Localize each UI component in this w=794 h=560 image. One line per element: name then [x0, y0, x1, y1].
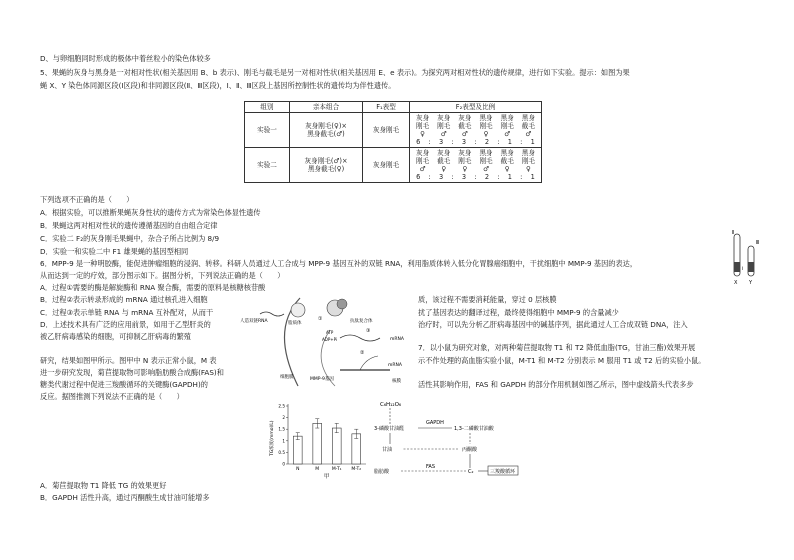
xy-chromosome-figure	[724, 226, 774, 288]
step-2: ②	[360, 350, 365, 356]
q6-option-b: B．过程②表示转录形成的 mRNA 通过核孔进入细胞	[40, 295, 208, 304]
chart-ylabel: TG浓度(mmol/L)	[270, 420, 275, 456]
table-header-row	[245, 102, 542, 113]
header-f1: F₁表型	[363, 102, 410, 113]
parents-cell	[290, 113, 363, 148]
label-nuclear-membrane: 核膜	[392, 379, 401, 384]
label-complex: 抗肽复合体	[350, 319, 373, 324]
f2-label: 灰身	[415, 114, 430, 122]
q6-option-a: A．过程①需要的酶是解旋酶和 RNA 聚合酶，需要的原料是核糖核苷酸	[40, 283, 266, 292]
f2-label: 刚毛	[415, 157, 430, 165]
ratio-part: :	[474, 138, 477, 146]
question-5-prompt: 下列选项不正确的是（ ）	[40, 195, 134, 204]
question-7-stem: 7．以小鼠为研究对象，对两种菊苣提取物 T1 和 T2 降低血脂(TG，甘油三酯)效果开展	[418, 343, 696, 352]
f2-label: 刚毛	[458, 157, 472, 165]
ratio-part: 1	[507, 138, 512, 146]
ratio-part: :	[451, 173, 454, 181]
tg-bar-chart	[266, 398, 372, 482]
label-region-ii: Ⅱ	[732, 230, 735, 236]
node-c2: C₂	[468, 469, 474, 475]
label-x: X	[734, 280, 738, 286]
question-7-line-b-cont: 示不作处理的高血脂实验小鼠，M-T1 和 M-T2 分别表示 M 服用 T1 或 T2 后的实验小鼠。	[418, 356, 706, 365]
q5-option-a: A．根据实验，可以推断果蝇灰身性状的遗传方式为常染色体显性遗传	[40, 208, 261, 217]
q6-option-b-cont: 质，该过程不需要消耗能量，穿过 0 层核膜	[418, 295, 557, 304]
label-cell-membrane: 细胞膜	[280, 375, 294, 380]
q6-option-d-tail: 被乙肝病毒感染的细胞，可抑制乙肝病毒的繁殖	[40, 332, 191, 341]
x-homologous-segment	[734, 262, 740, 272]
q5-option-d: D．实验一和实验二中 F1 雄果蝇的基因型相同	[40, 247, 189, 256]
x-tick-label: N	[296, 467, 300, 472]
genetics-table	[244, 101, 542, 183]
q7-option-a: A．菊苣提取物 T1 降低 TG 的效果更好	[40, 481, 167, 490]
node-pyruvate: 丙酮酸	[462, 447, 478, 453]
f2-sex: ♀	[483, 130, 489, 138]
question-7-line-d: 糖类代谢过程中促进三羧酸循环的关键酶(GAPDH)的	[40, 380, 208, 389]
label-dsrna: 人造双链RNA	[240, 319, 268, 324]
step-3: ③	[366, 328, 371, 334]
ratio-part: :	[451, 138, 454, 146]
question-6-stem: 6．MPP-9 是一种明胶酶，能促进肿瘤细胞的浸润、转移。科研人员通过人工合成与 MPP-9 基因互补的双链 RNA，利用脂质体转入低分化胃腺癌细胞中，干扰细胞中 MMP-9 基因的表达，	[40, 259, 638, 268]
y-tick-label: 2	[282, 415, 285, 421]
rnai-cell-diagram	[240, 290, 418, 388]
label-mrna-1: mRNA	[390, 337, 404, 342]
ratio-part: 2	[484, 173, 490, 181]
option-d-prev: D、与卵细胞同时形成的极体中着丝粒小的染色体较多	[40, 54, 211, 63]
f1-cell: 灰身刚毛	[363, 113, 410, 148]
header-parents: 亲本组合	[290, 102, 363, 113]
f2-cell	[410, 148, 542, 183]
ratio-part: :	[428, 173, 431, 181]
mrna-strand	[340, 335, 380, 341]
y-tick-label: 0	[282, 461, 285, 467]
f2-label: 黑身	[521, 114, 535, 122]
label-y: Y	[749, 280, 753, 286]
q5-option-c: C．实验二 F₂的灰身刚毛果蝇中，杂合子所占比例为 8/9	[40, 234, 220, 243]
q6-option-c-cont: 扰了基因表达的翻译过程，最终使得细胞中 MMP-9 的含量减少	[418, 308, 619, 317]
header-group: 组别	[245, 102, 290, 113]
label-liposome: 脂质体	[288, 321, 302, 326]
bar	[293, 436, 302, 464]
dsrna-icon	[260, 312, 284, 316]
f2-sex: ♀	[441, 165, 447, 173]
q6-option-c: C．过程③表示单链 RNA 与 mRNA 互补配对，从而干	[40, 308, 214, 317]
f2-sex: ♂	[483, 165, 489, 173]
f2-label: 灰身	[458, 114, 472, 122]
f2-cell	[410, 113, 542, 148]
f2-sex: ♂	[504, 130, 511, 138]
ratio-part: 3	[461, 173, 467, 181]
y-tick-label: 2.5	[278, 403, 285, 409]
metabolic-pathway-diagram	[370, 398, 520, 482]
f2-sex: ♂	[461, 130, 468, 138]
ratio-part: :	[497, 173, 500, 181]
ratio-part: 6	[416, 173, 421, 181]
parent-1: 灰身刚毛(♀)×	[305, 122, 347, 130]
label-mmp9-gene: MMP-9基因	[310, 377, 334, 382]
table-row	[245, 148, 542, 183]
bar	[313, 423, 322, 464]
f2-label: 截毛	[521, 122, 535, 130]
ratio-part: :	[520, 173, 523, 181]
f2-label: 灰身	[437, 149, 451, 157]
f2-label: 截毛	[500, 157, 514, 165]
f1-cell: 灰身刚毛	[363, 148, 410, 183]
f2-sex: ♀	[462, 165, 468, 173]
f2-label: 黑身	[479, 114, 493, 122]
ratio-part: 3	[461, 138, 467, 146]
question-7-line-b: 研究，结果如图甲所示。图甲中 N 表示正常小鼠，M 表	[40, 356, 217, 365]
node-glycerol: 甘油	[382, 447, 393, 453]
enzyme-gapdh: GAPDH	[426, 420, 444, 426]
ratio-part: :	[474, 173, 477, 181]
x-tick-label: M-T₁	[331, 467, 342, 472]
f2-label: 灰身	[458, 149, 472, 157]
node-glucose: C₆H₁₂O₆	[380, 402, 402, 408]
ratio-part: 2	[484, 138, 490, 146]
enzyme-fas: FAS	[426, 464, 436, 470]
f2-label: 截毛	[458, 122, 472, 130]
label-atp: ATP	[326, 330, 334, 335]
x-tick-label: M	[315, 467, 320, 472]
protein-complex-icon	[337, 299, 347, 309]
node-tca: 三羧酸循环	[490, 469, 516, 475]
label-mrna-2: mRNA	[388, 363, 402, 368]
step-1: ①	[318, 316, 323, 322]
parent-2: 黑身截毛(♀)	[307, 165, 345, 173]
question-6-stem-cont: 从而达到一定的疗效，部分图示如下。据图分析，下列说法正确的是（ ）	[40, 271, 285, 280]
transcription-arrow	[360, 356, 378, 370]
table-row	[245, 113, 542, 148]
node-bpg: 1,3-二磷酸甘油酸	[454, 426, 494, 432]
f2-label: 灰身	[437, 114, 451, 122]
f2-label: 刚毛	[479, 157, 493, 165]
f2-label: 黑身	[521, 149, 535, 157]
f2-sex: ♂	[440, 130, 447, 138]
y-tick-label: 1	[282, 438, 285, 444]
group-cell: 实验一	[245, 113, 290, 148]
question-7-line-e: 反应。据图推测下列说法不正确的是（ ）	[40, 392, 184, 401]
f2-label: 刚毛	[415, 122, 430, 130]
y-homologous-segment	[748, 262, 754, 272]
f2-label: 刚毛	[521, 157, 535, 165]
parent-2: 黑身截毛(♂)	[307, 130, 345, 138]
q6-option-d-cont: 治疗时，可以先分析乙肝病毒基因中的碱基序列，据此通过人工合成双链 DNA，注入	[418, 320, 688, 329]
ratio-part: 6	[416, 138, 421, 146]
ratio-part: :	[497, 138, 500, 146]
f2-label: 灰身	[415, 149, 430, 157]
question-7-line-c: 进一步研究发现，菊苣提取物可影响脂肪酸合成酶(FAS)和	[40, 368, 224, 377]
y-tick-label: 0.5	[278, 449, 285, 455]
label-region-i: Ⅰ	[742, 267, 744, 272]
ratio-part: 1	[507, 173, 512, 181]
f2-sex: ♀	[504, 165, 510, 173]
ratio-part: :	[520, 138, 523, 146]
q7-option-b: B．GAPDH 活性升高，通过丙酮酸生成甘油可能增多	[40, 493, 210, 502]
node-g3p: 3-磷酸甘油醛	[374, 426, 404, 432]
f2-label: 刚毛	[500, 122, 514, 130]
x-tick-label: M-T₂	[351, 467, 362, 472]
f2-sex: ♀	[420, 130, 425, 138]
ratio-part: 1	[530, 173, 535, 181]
question-7-line-d-cont: 活性其影响作用，FAS 和 GAPDH 的部分作用机制如图乙所示，图中虚线箭头代表多步	[418, 380, 694, 389]
f2-label: 黑身	[479, 149, 493, 157]
header-f2: F₂表型及比例	[410, 102, 542, 113]
ratio-part: 1	[530, 138, 535, 146]
label-adp: ADP+Pi	[322, 337, 338, 342]
parent-1: 灰身刚毛(♂)×	[304, 157, 348, 165]
y-tick-label: 1.5	[278, 426, 285, 432]
f2-sex: ♂	[525, 130, 532, 138]
q6-option-d: D．上述技术具有广泛的应用前景，如用于乙型肝炎的	[40, 320, 211, 329]
f2-label: 刚毛	[479, 122, 493, 130]
ratio-part: 3	[439, 173, 444, 181]
f2-label: 截毛	[437, 157, 451, 165]
liposome-icon	[291, 303, 305, 317]
node-fatty-acid: 脂肪酸	[374, 469, 390, 475]
q5-option-b: B．果蝇这两对相对性状的遗传遵循基因的自由组合定律	[40, 221, 218, 230]
bar	[332, 428, 341, 464]
ratio-part: 3	[439, 138, 444, 146]
group-cell: 实验二	[245, 148, 290, 183]
label-region-iii: Ⅲ	[756, 240, 760, 246]
f2-label: 黑身	[500, 114, 514, 122]
chart-caption: 甲	[324, 474, 330, 480]
f2-sex: ♀	[525, 165, 531, 173]
question-5-stem-cont: 蝇 X、Y 染色体同源区段(Ⅰ区段)和非同源区段(Ⅱ、Ⅲ区段)，Ⅰ、Ⅱ、Ⅲ区段上基因所控制性状的遗传均为伴性遗传。	[40, 81, 396, 90]
f2-label: 刚毛	[437, 122, 451, 130]
parents-cell	[290, 148, 363, 183]
f2-sex: ♂	[419, 165, 426, 173]
f2-label: 黑身	[500, 149, 514, 157]
ratio-part: :	[428, 138, 431, 146]
question-5-stem: 5、果蝇的灰身与黑身是一对相对性状(相关基因用 B、b 表示)、刚毛与截毛是另一对相对性状(相关基因用 E、e 表示)。为探究两对相对性状的遗传规律，进行如下实验。提示：如图为果	[40, 68, 630, 77]
